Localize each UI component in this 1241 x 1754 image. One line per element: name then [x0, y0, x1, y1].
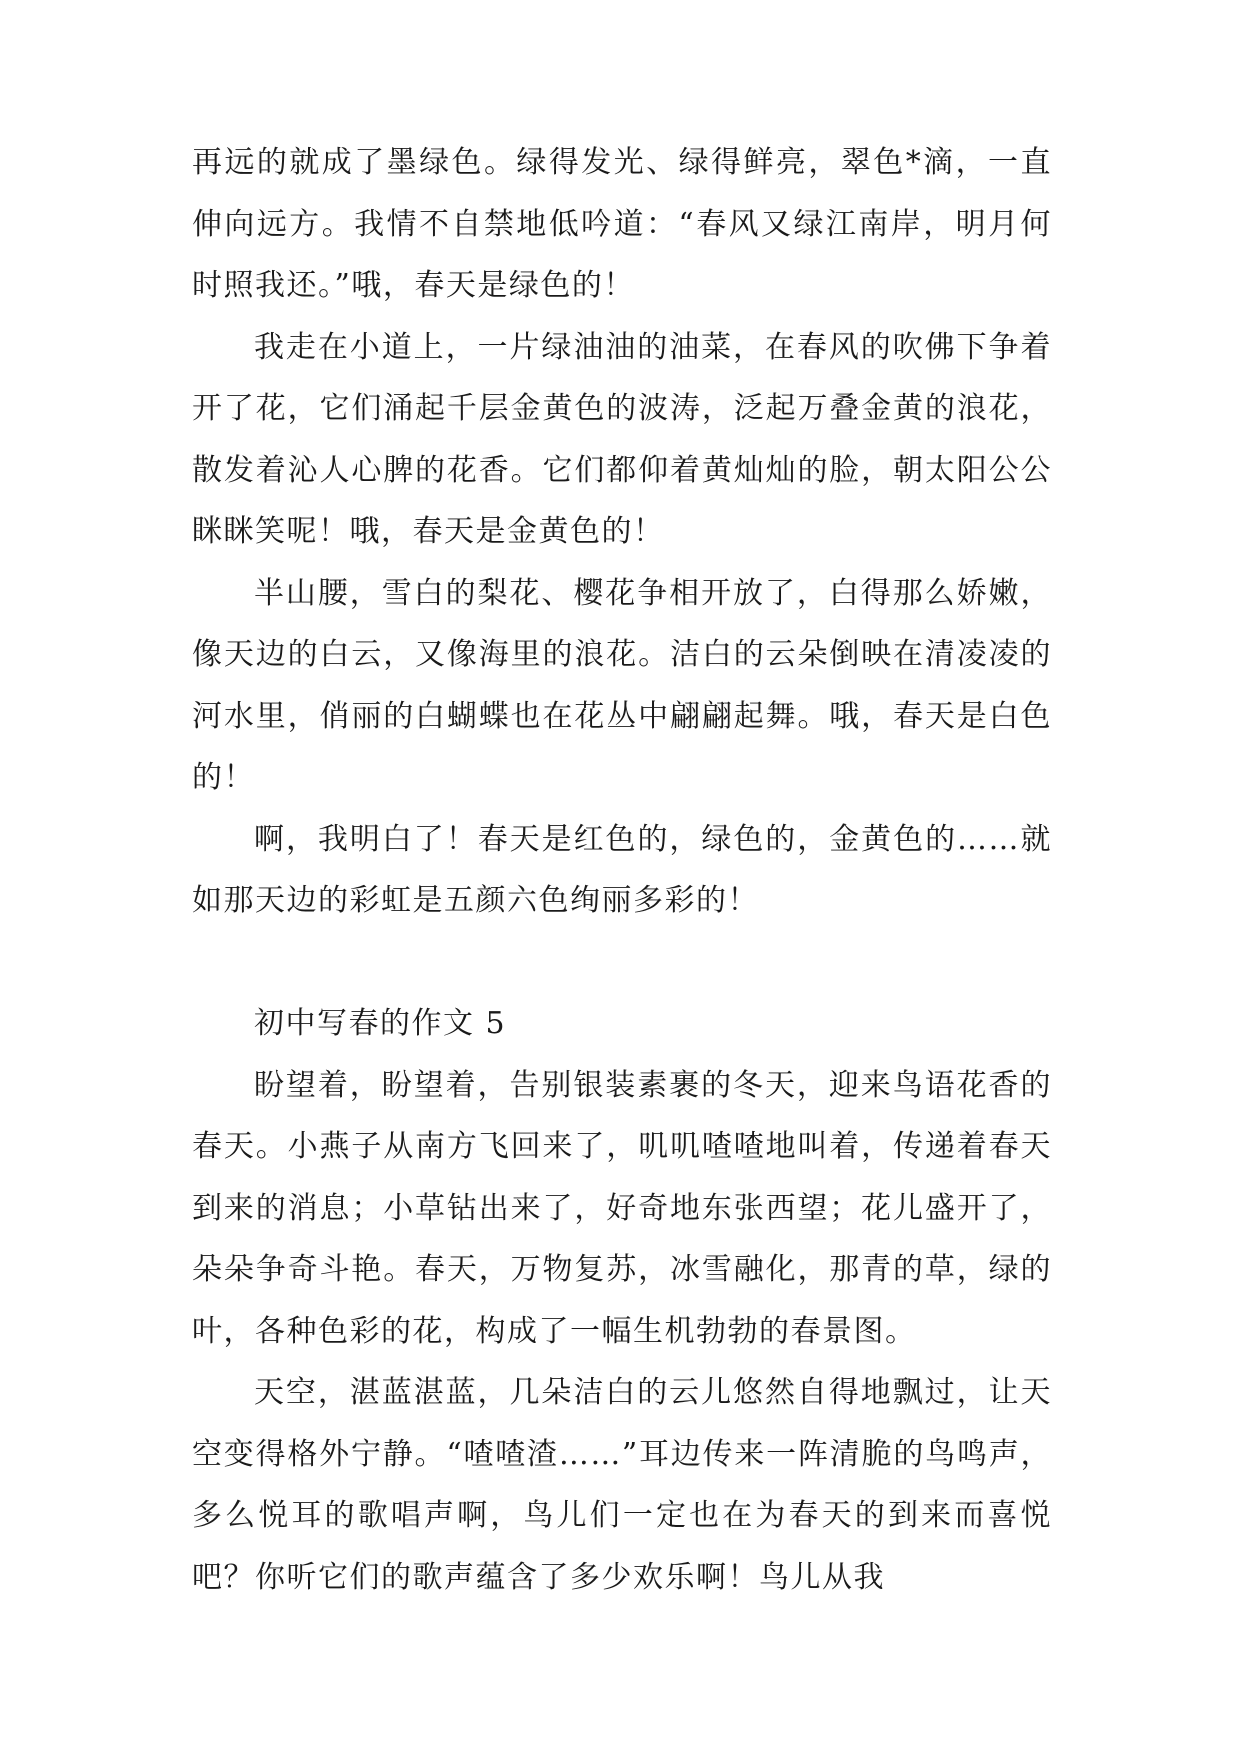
paragraph-golden: 我走在小道上，一片绿油油的油菜，在春风的吹佛下争着开了花，它们涌起千层金黄色的波涛，泛起万叠金黄的浪花，散发着沁人心脾的花香。它们都仰着黄灿灿的脸，朝太阳公公眯眯笑呢！哦，春天是金黄色的！	[192, 329, 1052, 549]
paragraph-white: 半山腰，雪白的梨花、樱花争相开放了，白得那么娇嫩，像天边的白云，又像海里的浪花。洁白的云朵倒映在清凌凌的河水里，俏丽的白蝴蝶也在花丛中翩翩起舞。哦，春天是白色的！	[192, 575, 1052, 795]
document-body	[192, 132, 1052, 1608]
paragraph-spring-arrival: 盼望着，盼望着，告别银装素裹的冬天，迎来鸟语花香的春天。小燕子从南方飞回来了，叽叽喳喳地叫着，传递着春天到来的消息；小草钻出来了，好奇地东张西望；花儿盛开了，朵朵争奇斗艳。春天，万物复苏，冰雪融化，那青的草，绿的叶，各种色彩的花，构成了一幅生机勃勃的春景图。	[192, 1067, 1052, 1349]
paragraph-green: 再远的就成了墨绿色。绿得发光、绿得鲜亮，翠色*滴，一直伸向远方。我情不自禁地低吟道：“春风又绿江南岸，明月何时照我还。”哦，春天是绿色的！	[192, 145, 1052, 303]
paragraph-sky-birds: 天空，湛蓝湛蓝，几朵洁白的云儿悠然自得地飘过，让天空变得格外宁静。“喳喳渣……”耳边传来一阵清脆的鸟鸣声，多么悦耳的歌唱声啊，鸟儿们一定也在为春天的到来而喜悦吧？你听它们的歌声蕴含了多少欢乐啊！鸟儿从我	[192, 1375, 1052, 1595]
section-gap	[192, 932, 1052, 994]
paragraph-conclusion: 啊，我明白了！春天是红色的，绿色的，金黄色的……就如那天边的彩虹是五颜六色绚丽多彩的！	[192, 821, 1052, 918]
section-title: 初中写春的作文 5	[254, 1006, 507, 1041]
